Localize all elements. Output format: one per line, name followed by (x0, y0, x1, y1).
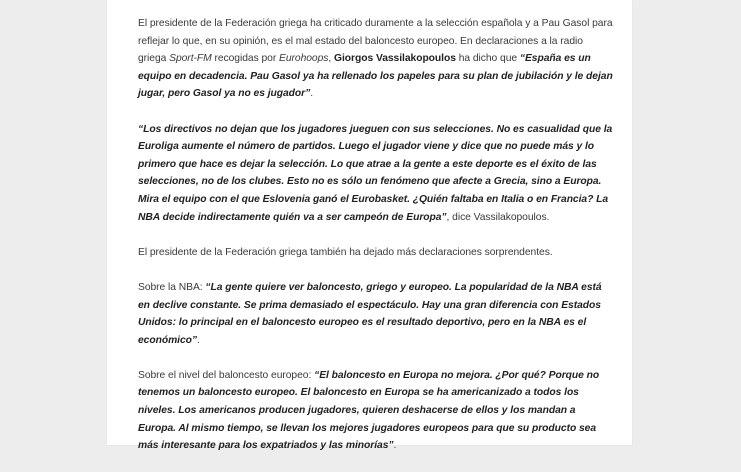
text: Sobre la NBA: (138, 281, 206, 293)
source-eurohoops: Eurohoops (279, 53, 329, 65)
source-sport-fm: Sport-FM (169, 53, 212, 65)
paragraph-quote-directivos (138, 121, 614, 227)
paragraph-european-level (138, 367, 614, 455)
text: El presidente de la Federación griega ha criticado duramente a la selección española y a Pau Gasol para reflejar lo que, en su opinión, es el mal estado del baloncesto europeo. En declaraciones a la radio griega (138, 18, 613, 65)
text: . (310, 88, 314, 100)
paragraph-nba (138, 279, 614, 349)
article-body (138, 15, 614, 472)
text: . (197, 334, 200, 346)
quote-text: “La gente quiere ver baloncesto, griego y europeo. La popularidad de la NBA está en declive constante. Se prima demasiado el espectáculo. Hay una gran diferencia con Estados Unidos: lo principal en el baloncesto europeo es el resultado deportivo, pero en la NBA es el económico” (138, 281, 602, 346)
text: . (393, 440, 397, 452)
paragraph-intro (138, 15, 614, 103)
text: Sobre el nivel del baloncesto europeo: (138, 369, 315, 381)
text: ha dicho que (455, 53, 520, 65)
text: , (328, 53, 335, 65)
quote-text: “Los directivos no dejan que los jugadores jueguen con sus selecciones. No es casualidad que la Euroliga aumente el número de partidos. Luego el jugador viene y dice que no puede más y lo primero que hace es dejar la selección. Lo que atrae a la gente a este deporte es el éxito de las selecciones, no de los clubes. Esto no es sólo un fenómeno que afecte a Grecia, sino a Europa. Mira el equipo con el que Eslovenia ganó el Eurobasket. ¿Quién faltaba en Italia o en Francia? La NBA decide indirectamente quién va a ser campeón de Europa” (138, 123, 613, 223)
article-card (107, 0, 632, 452)
person-name: Giorgos Vassilakopoulos (334, 53, 456, 65)
quote (138, 370, 599, 451)
quote-text: “España es un equipo en decadencia. Pau Gasol ya ha rellenado los papeles para su plan de jubilación y le dejan jugar, pero Gasol ya no es jugador” (138, 53, 613, 100)
text: , dice Vassilakopoulos. (446, 211, 550, 223)
text: recogidas por (211, 53, 280, 65)
quote (138, 124, 612, 223)
quote (138, 282, 602, 346)
quote-text: “El baloncesto en Europa no mejora. ¿Por qué? Porque no tenemos un baloncesto europeo. El baloncesto en Europa se ha americanizado a todos los niveles. Los americanos producen jugadores, quieren deshacerse de ellos y los mandan a Europa. Al mismo tiempo, se llevan los mejores jugadores europeos para que su producto sea más interesante para los expatriados y las minorías” (138, 369, 600, 452)
paragraph-more-declarations: El presidente de la Federación griega también ha dejado más declaraciones sorprendentes. (138, 246, 553, 258)
